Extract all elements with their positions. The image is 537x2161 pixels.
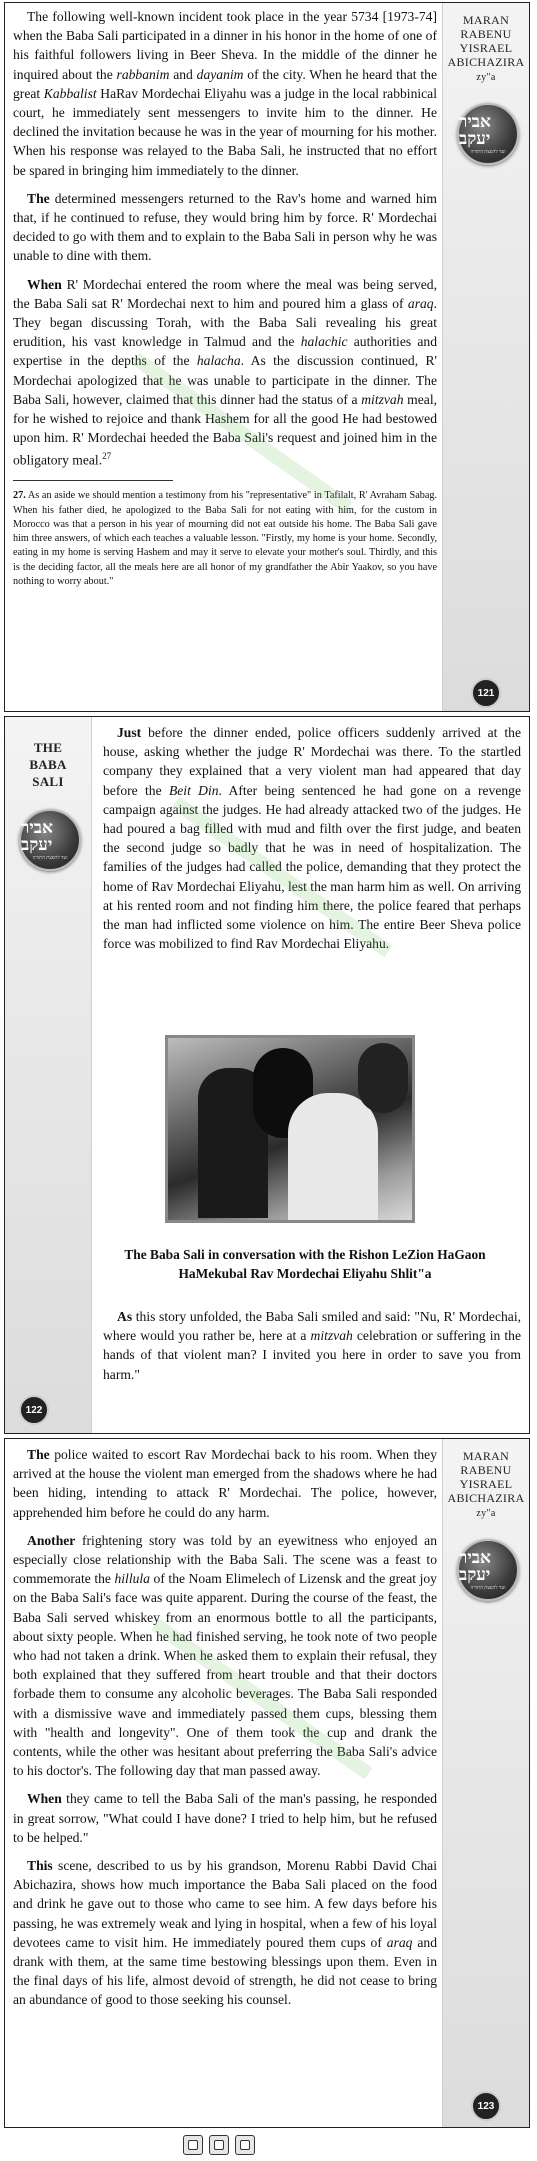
sidebar-line: RABENU [460, 1463, 512, 1477]
logo-hebrew: אביר יעקב [459, 1547, 491, 1585]
logo-hebrew: אביר יעקב [21, 817, 53, 855]
abir-yaakov-logo [19, 809, 81, 871]
sidebar-line: zy"a [476, 1508, 496, 1519]
page-number-badge: 123 [471, 2091, 501, 2121]
sidebar-line: SALI [32, 774, 64, 789]
page-123 [4, 1438, 530, 2128]
page-icon [240, 2140, 250, 2150]
sidebar-line: zy"a [476, 72, 496, 83]
sidebar-band [5, 717, 92, 1433]
footnote-divider [13, 480, 173, 481]
page-number-badge: 121 [471, 678, 501, 708]
sidebar-line: YISRAEL [459, 1477, 513, 1491]
sidebar-band [442, 1439, 529, 2127]
photo-baba-sali-with-rav-eliyahu [165, 1035, 415, 1223]
paragraph: Just before the dinner ended, police officers suddenly arrived at the house, asking whether the judge R' Mordechai was there. To the startled company they explained that a very violent man had appeared that day before the Beit Din. After being sentenced he had gone on a revenge campaign against the judges. He had already attacked two of the judges. He had poured a bag filled with mud and filth over the first judge, and beaten the second judge so badly that he was in need of hospitalization. The families of the judges had called the police, demanding that they protect the home of Rav Mordechai Eliyahu, lest the man harm him as well. On arriving at his rented room and not finding him there, the police feared that perhaps the man had inflicted some violence on him. The entire Beer Sheva police force was mobilized to find Rav Mordechai Eliyahu. [103, 725, 521, 952]
page-body-lower [103, 1307, 521, 1393]
sidebar-band [442, 3, 529, 711]
sidebar-title [443, 1449, 529, 1521]
logo-hebrew: אביר יעקב [459, 111, 491, 149]
sidebar-title [5, 739, 91, 790]
abir-yaakov-logo [457, 103, 519, 165]
first-page-button[interactable] [183, 2135, 203, 2155]
logo-subtitle: ועד להפצת התורה [470, 149, 506, 155]
page-body [103, 723, 521, 962]
sidebar-line: YISRAEL [459, 41, 513, 55]
sidebar-line: BABA [29, 757, 67, 772]
next-page-button[interactable] [235, 2135, 255, 2155]
sidebar-line: ABICHAZIRA [447, 55, 525, 69]
photo-figure [288, 1093, 378, 1223]
paragraph: As this story unfolded, the Baba Sali smiled and said: "Nu, R' Mordechai, where would you rather be, here at a mitzvah celebration or suffering in the hands of that violent man? I invited you here in order to save you from harm." [103, 1309, 521, 1382]
footnote: 27. As an aside we should mention a testimony from his "representative" in Tafilalt, R' Avraham Sabag. When his father died, he apologized to the Baba Sali for not eating with him, for the custom in Morocco was that a person in his year of mourning did not eat outside his home. The Baba Sali gave him three answers, of which each teaches a valuable lesson. "Firstly, my home is your home. Secondly, eating in my home is serving Hashem and may it serve to elevate your mother's soul. Thirdly, and this is the deciding factor, all the meals here are all honor of my grandfather the Abir Yaakov, so you have nothing to worry about." [13, 490, 437, 587]
paragraph: When R' Mordechai entered the room where the meal was being served, the Baba Sali sat R' Mordechai next to him and poured him a glass of araq. They began discussing Torah, with the Baba Sali revealing his great erudition, his vast knowledge in Talmud and the halachic authorities and expertise in the depths of the halacha. As the discussion continued, R' Mordechai apologized that he was unable to participate in the dinner. The Baba Sali, however, claimed that this dinner had the status of a mitzvah meal, for he wished to rejoice and thank Hashem for all the good He had bestowed upon him. R' Mordechai heeded the Baba Sali's request and joined him in the obligatory meal.$^{27}$ [13, 276, 438, 468]
sidebar-line: RABENU [460, 27, 512, 41]
caption-line: The Baba Sali in conversation with the Rishon LeZion HaGaon [124, 1247, 486, 1262]
abir-yaakov-logo [457, 1539, 519, 1601]
sidebar-line: MARAN [462, 13, 510, 27]
page-icon [214, 2140, 224, 2150]
page-navigation [183, 2135, 255, 2155]
logo-subtitle: ועד להפצת התורה [32, 855, 68, 861]
page-icon [188, 2140, 198, 2150]
sidebar-line: THE [33, 740, 63, 755]
sidebar-line: MARAN [462, 1449, 510, 1463]
sidebar-line: ABICHAZIRA [447, 1491, 525, 1505]
photo-figure [358, 1043, 408, 1113]
photo-caption [105, 1245, 505, 1283]
page-121 [4, 2, 530, 712]
caption-line: HaMekubal Rav Mordechai Eliyahu Shlit"a [178, 1266, 432, 1281]
page-body [13, 1445, 437, 2019]
paragraph: The following well-known incident took place in the year 5734 [1973-74] when the Baba Sali participated in a dinner in his honor in the home of one of his faithful followers living in Beer Sheva. In the middle of the dinner he inquired about the rabbanim and dayanim of the city. When he heard that the great Kabbalist HaRav Mordechai Eliyahu was a judge in the local rabbinical court, he immediately sent messengers to invite him to the dinner. He declined the invitation because he was in the year of mourning for his mother. When his response was relayed to the Baba Sali, he instructed that no effort be spared in bringing him immediately to the dinner. [13, 9, 437, 178]
page-122 [4, 716, 530, 1434]
previous-page-button[interactable] [209, 2135, 229, 2155]
page-body [13, 7, 437, 589]
paragraph: The police waited to escort Rav Mordechai back to his room. When they arrived at the house the violent man emerged from the shadows where he had been hiding, intending to attack R' Mordechai. The police, however, apprehended him before he could do any harm. [13, 1447, 437, 1520]
page-number-badge: 122 [19, 1395, 49, 1425]
paragraph: This scene, described to us by his grandson, Morenu Rabbi David Chai Abichazira, shows how much importance the Baba Sali placed on the food and drink he gave out to those who came to see him. A few days before his passing, he was extremely weak and lying in hospital, when a few of his loyal devotees came to visit him. He immediately poured them cups of araq and drank with them, at the same time bestowing blessings upon them. Even in the final days of his life, almost devoid of strength, he did not cease to bring an abundance of good to those seeking his counsel. [13, 1858, 437, 2008]
sidebar-title [443, 13, 529, 85]
paragraph: The determined messengers returned to the Rav's home and warned him that, if he continued to refuse, they would bring him by force. R' Mordechai decided to go with them and to explain to the Baba Sali in person why he was unable to dine with them. [13, 190, 437, 264]
paragraph: When they came to tell the Baba Sali of the man's passing, he responded in great sorrow, "What could I have done? I tried to help him, but he refused to be helped." [13, 1791, 437, 1845]
logo-subtitle: ועד להפצת התורה [470, 1585, 506, 1591]
paragraph: Another frightening story was told by an eyewitness who enjoyed an especially close relationship with the Baba Sali. The scene was a feast to commemorate the hillula of the Noam Elimelech of Lizensk and the great joy on the Baba Sali's face was quite apparent. During the course of the feast, the Baba Sali served whiskey from an enormous bottle to all the participants, about sixty people. When he had finished serving, he took note of two people who had not taken a drink. When he asked them to explain their refusal, they both explained that they suffered from heart trouble and that their doctors forbade them to consume any alcoholic beverages. The Baba Sali responded with a dismissive wave and immediately passed them cups, blessing them with "health and longevity". One of them took the cup and drank the contents, while the other was hesitant about preferring the Baba Sali's advice to his doctor's. The following day that man passed away. [13, 1532, 437, 1779]
